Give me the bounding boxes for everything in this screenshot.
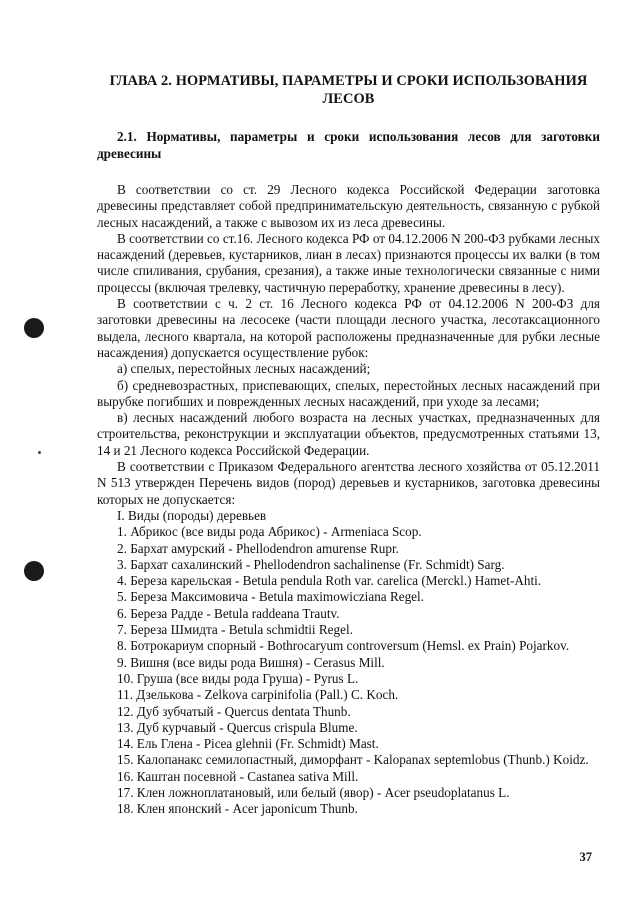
species-item: 15. Калопанакс семилопастный, диморфант - Kalopanax septemlobus (Thunb.) Koidz.	[117, 752, 589, 768]
species-item: 16. Каштан посевной - Castanea sativa Mill.	[117, 768, 359, 784]
species-item: 7. Береза Шмидта - Betula schmidtii Regel.	[117, 622, 353, 638]
paragraph: В соответствии с ч. 2 ст. 16 Лесного кодекса РФ от 04.12.2006 N 200-ФЗ для заготовки древесины на лесосеке (части площади лесного участка, лесотаксационного выдела, лесного квартала, на которой расположены предназначенные для рубки лесные насаждения) допускается осуществление рубок:	[97, 296, 600, 360]
species-item: 2. Бархат амурский - Phellodendron amurense Rupr.	[117, 540, 399, 556]
species-item: 18. Клен японский - Acer japonicum Thunb.	[117, 801, 358, 817]
species-item: 9. Вишня (все виды рода Вишня) - Cerasus Mill.	[117, 654, 385, 670]
binder-hole-icon	[24, 318, 44, 338]
species-item: 5. Береза Максимовича - Betula maximowicziana Regel.	[117, 589, 424, 605]
species-item: 4. Береза карельская - Betula pendula Roth var. carelica (Merckl.) Hamet-Ahti.	[117, 573, 542, 589]
species-item: 13. Дуб курчавый - Quercus crispula Blume.	[117, 719, 358, 735]
page-number: 37	[579, 850, 592, 864]
list-item: б) средневозрастных, приспевающих, спелых, перестойных лесных насаждений при вырубке погибших и поврежденных лесных насаждений, при уходе за лесами;	[97, 377, 600, 409]
species-item: 14. Ель Глена - Picea glehnii (Fr. Schmidt) Mast.	[117, 736, 379, 752]
species-item: 10. Груша (все виды рода Груша) - Pyrus L.	[117, 670, 359, 686]
species-item: 3. Бархат сахалинский - Phellodendron sachalinense (Fr. Schmidt) Sarg.	[117, 556, 505, 572]
list-heading: I. Виды (породы) деревьев	[117, 507, 267, 523]
paragraph: В соответствии со ст.16. Лесного кодекса РФ от 04.12.2006 N 200-ФЗ рубками лесных насаждений (деревьев, кустарников, лиан в лесах) признаются процессы их валки (в том числе спиливания, срубания, срезания), а также иные технологически связанные с ними процессы (включая трелевку, частичную переработку, хранение древесины в лесу).	[97, 230, 600, 295]
page-content	[97, 72, 600, 818]
binder-hole-icon	[24, 561, 44, 581]
species-item: 8. Ботрокариум спорный - Bothrocaryum controversum (Hemsl. ex Prain) Pojarkov.	[117, 638, 570, 654]
scan-speck	[38, 451, 41, 454]
species-item: 12. Дуб зубчатый - Quercus dentata Thunb.	[117, 703, 351, 719]
species-item: 17. Клен ложноплатановый, или белый (явор) - Acer pseudoplatanus L.	[117, 784, 510, 800]
paragraph: В соответствии со ст. 29 Лесного кодекса Российской Федерации заготовка древесины представляет собой предпринимательскую деятельность, связанную с рубкой лесных насаждений, а также с вывозом их из леса древесины.	[97, 182, 600, 230]
list-item: а) спелых, перестойных лесных насаждений;	[117, 361, 371, 377]
section-title: 2.1. Нормативы, параметры и сроки использования лесов для заготовки древесины	[97, 129, 600, 161]
species-item: 11. Дзелькова - Zelkova carpinifolia (Pall.) C. Koch.	[117, 687, 399, 703]
species-item: 6. Береза Радде - Betula raddeana Trautv.	[117, 605, 340, 621]
species-item: 1. Абрикос (все виды рода Абрикос) - Armeniaca Scop.	[117, 524, 422, 540]
paragraph: В соответствии с Приказом Федерального агентства лесного хозяйства от 05.12.2011 N 513 утвержден Перечень видов (пород) деревьев и кустарников, заготовка древесины которых не допускается:	[97, 459, 600, 507]
list-item: в) лесных насаждений любого возраста на лесных участках, предназначенных для строительства, реконструкции и эксплуатации объектов, предусмотренных статьями 13, 14 и 21 Лесного кодекса Российской Федерации.	[97, 410, 600, 458]
chapter-title: ГЛАВА 2. НОРМАТИВЫ, ПАРАМЕТРЫ И СРОКИ ИСПОЛЬЗОВАНИЯ ЛЕСОВ	[109, 73, 588, 107]
